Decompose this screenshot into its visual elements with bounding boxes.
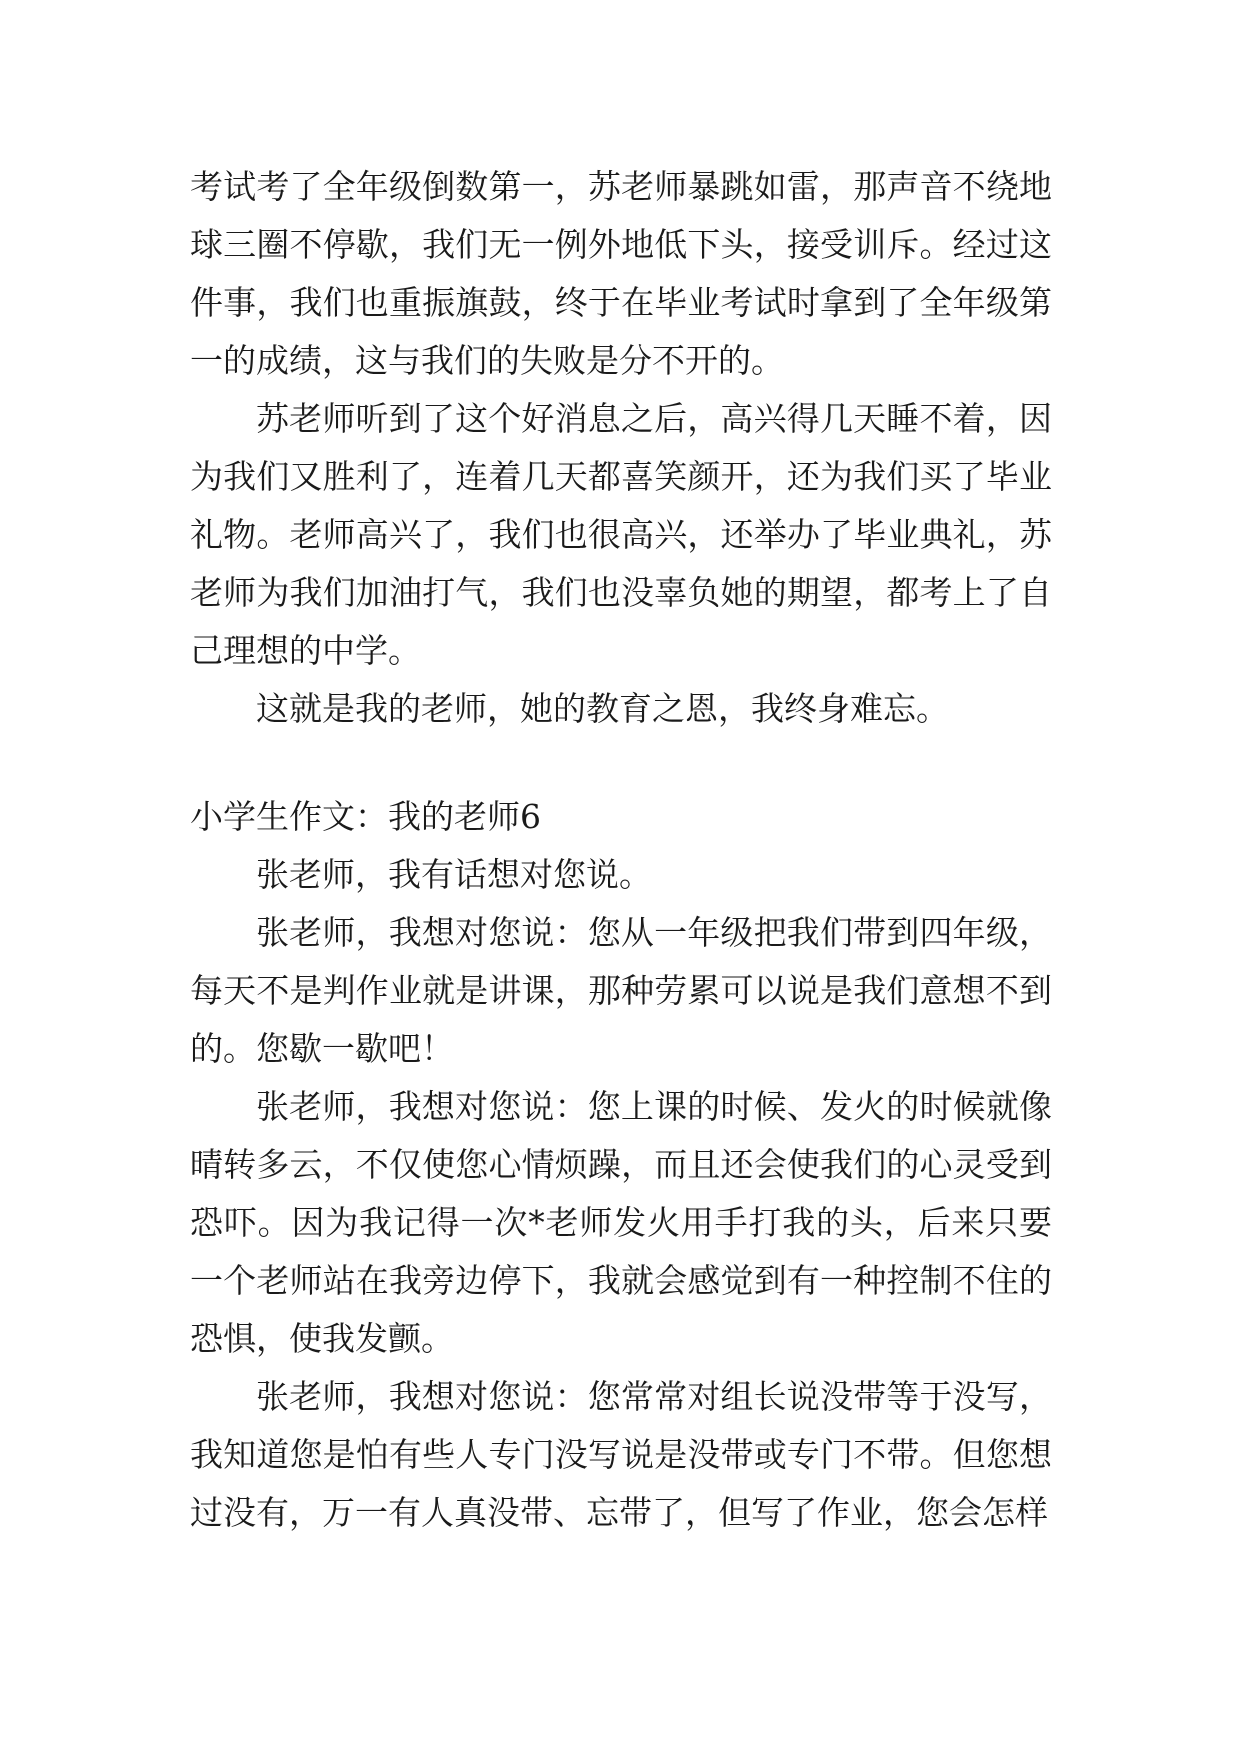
paragraph: [190, 904, 1052, 1078]
paragraph: [190, 1078, 1052, 1368]
paragraphs-top: [190, 158, 1052, 738]
paragraph-line: 张老师，我想对您说：您从一年级把我们带到四年级，: [256, 913, 1052, 952]
paragraph-line: 恐吓。因为我记得一次*老师发火用手打我的头，后来只要: [190, 1203, 1052, 1242]
section-title: 小学生作文：我的老师6: [190, 797, 541, 836]
paragraph-line: 张老师，我有话想对您说。: [256, 855, 652, 894]
paragraph-line: 的。您歇一歇吧！: [190, 1029, 454, 1068]
paragraph-line: 一个老师站在我旁边停下，我就会感觉到有一种控制不住的: [190, 1261, 1052, 1300]
paragraph-line: 一的成绩，这与我们的失败是分不开的。: [190, 341, 784, 380]
paragraph-line: 件事，我们也重振旗鼓，终于在毕业考试时拿到了全年级第: [190, 283, 1052, 322]
paragraph-line: 礼物。老师高兴了，我们也很高兴，还举办了毕业典礼，苏: [190, 515, 1052, 554]
paragraph-line: 恐惧，使我发颤。: [190, 1319, 454, 1358]
paragraph-line: 这就是我的老师，她的教育之恩，我终身难忘。: [256, 689, 949, 728]
paragraph-line: 球三圈不停歇，我们无一例外地低下头，接受训斥。经过这: [190, 225, 1052, 264]
paragraph-line: 考试考了全年级倒数第一，苏老师暴跳如雷，那声音不绕地: [190, 167, 1052, 206]
paragraph: [190, 390, 1052, 680]
section-gap: [190, 738, 1052, 788]
paragraph-line: 晴转多云，不仅使您心情烦躁，而且还会使我们的心灵受到: [190, 1145, 1052, 1184]
paragraph: [190, 846, 1052, 904]
paragraph-line: 张老师，我想对您说：您常常对组长说没带等于没写，: [256, 1377, 1052, 1416]
paragraphs-bottom: [190, 846, 1052, 1542]
paragraph-line: 苏老师听到了这个好消息之后，高兴得几天睡不着，因: [256, 399, 1052, 438]
paragraph-line: 己理想的中学。: [190, 631, 421, 670]
paragraph-line: 为我们又胜利了，连着几天都喜笑颜开，还为我们买了毕业: [190, 457, 1052, 496]
document-page: [190, 158, 1052, 1542]
paragraph: [190, 158, 1052, 390]
paragraph-line: 老师为我们加油打气，我们也没辜负她的期望，都考上了自: [190, 573, 1052, 612]
paragraph-line: 每天不是判作业就是讲课，那种劳累可以说是我们意想不到: [190, 971, 1052, 1010]
paragraph-line: 我知道您是怕有些人专门没写说是没带或专门不带。但您想: [190, 1435, 1052, 1474]
paragraph-line: 过没有，万一有人真没带、忘带了，但写了作业，您会怎样: [190, 1493, 1048, 1532]
paragraph: [190, 680, 1052, 738]
paragraph-line: 张老师，我想对您说：您上课的时候、发火的时候就像: [256, 1087, 1052, 1126]
paragraph: [190, 1368, 1052, 1542]
